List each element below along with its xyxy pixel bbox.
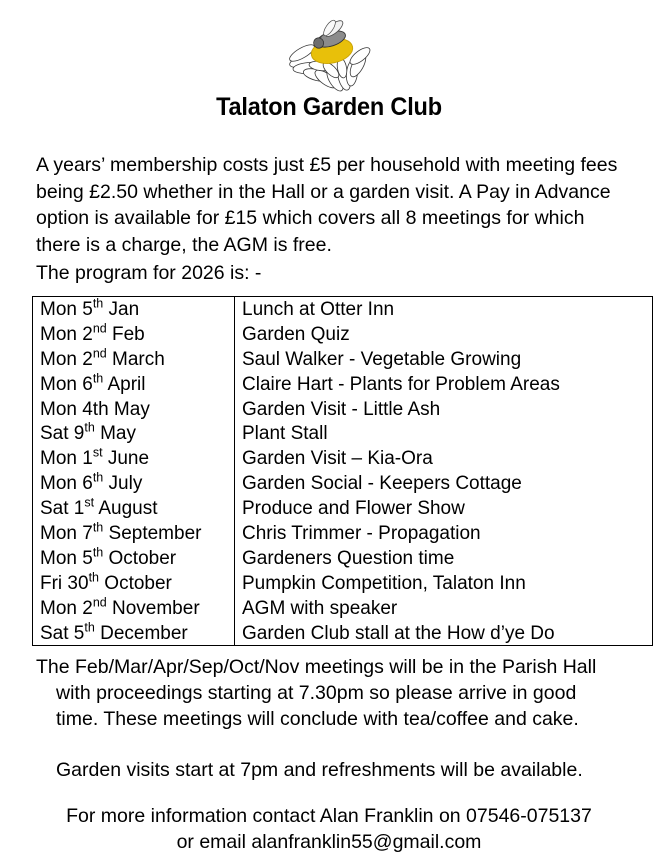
program-event-cell: Garden Quiz — [242, 323, 350, 345]
program-date-cell: Sat 9th May — [33, 421, 235, 446]
parish-hall-note-line-3: time. These meetings will conclude with tea/coffee and cake. — [56, 708, 579, 730]
membership-intro-paragraph: A years’ membership costs just £5 per household with meeting fees being £2.50 whether in the Hall or a garden visit. A Pay in Advance option is available for £15 which covers all 8 meetings for which there is a charge, the AGM is free. — [36, 154, 618, 256]
contact-block — [36, 803, 622, 855]
table-row — [33, 421, 653, 446]
program-event-cell: Lunch at Otter Inn — [242, 298, 395, 320]
date-ordinal-suffix: nd — [92, 321, 107, 336]
date-ordinal-suffix: nd — [92, 346, 107, 361]
program-date-cell: Sat 5th December — [33, 621, 235, 646]
table-row — [33, 596, 653, 621]
table-row — [33, 571, 653, 596]
table-row — [33, 372, 653, 397]
table-row — [33, 446, 653, 471]
date-ordinal-suffix: th — [84, 620, 95, 635]
program-table-body — [33, 297, 653, 646]
program-date-cell: Mon 2nd November — [33, 596, 235, 621]
program-date-cell: Mon 2nd March — [33, 347, 235, 372]
date-ordinal-suffix: st — [84, 495, 95, 510]
program-date-cell: Mon 5th Jan — [33, 297, 235, 322]
club-title: Talaton Garden Club — [216, 93, 442, 121]
table-row — [33, 546, 653, 571]
date-ordinal-suffix: th — [92, 296, 104, 311]
program-event-cell: Garden Social - Keepers Cottage — [242, 473, 522, 495]
parish-hall-note — [36, 654, 628, 732]
table-row — [33, 322, 653, 347]
contact-email-line: or email alanfranklin55@gmail.com — [176, 831, 482, 853]
program-date-cell: Fri 30th October — [33, 571, 235, 596]
program-date-cell: Mon 6th April — [33, 372, 235, 397]
date-ordinal-suffix: st — [92, 445, 103, 460]
program-date-cell: Mon 7th September — [33, 521, 235, 546]
program-event-cell: Claire Hart - Plants for Problem Areas — [242, 373, 560, 395]
program-event-cell: Pumpkin Competition, Talaton Inn — [242, 572, 526, 594]
program-date-cell: Mon 6th July — [33, 471, 235, 496]
date-ordinal-suffix: th — [92, 470, 104, 485]
program-event-cell: Plant Stall — [242, 423, 328, 445]
program-event-cell: Gardeners Question time — [242, 547, 455, 569]
garden-visits-note: Garden visits start at 7pm and refreshments will be available. — [56, 759, 583, 781]
program-event-cell: AGM with speaker — [242, 597, 398, 619]
program-event-cell: Saul Walker - Vegetable Growing — [242, 348, 522, 370]
program-intro-line: The program for 2026 is: - — [36, 262, 262, 284]
program-event-cell: Chris Trimmer - Propagation — [242, 522, 481, 544]
date-ordinal-suffix: th — [92, 545, 104, 560]
program-date-cell: Mon 5th October — [33, 546, 235, 571]
program-table — [32, 296, 653, 646]
parish-hall-note-line-1: The Feb/Mar/Apr/Sep/Oct/Nov meetings will be in the Parish Hall — [36, 656, 597, 678]
program-date-cell: Mon 4th May — [33, 397, 235, 422]
table-row — [33, 347, 653, 372]
program-event-cell: Garden Visit - Little Ash — [242, 398, 441, 420]
program-date-cell: Mon 2nd Feb — [33, 322, 235, 347]
program-event-cell: Produce and Flower Show — [242, 498, 465, 520]
table-row — [33, 471, 653, 496]
date-ordinal-suffix: th — [92, 371, 104, 386]
table-row — [33, 496, 653, 521]
table-row — [33, 297, 653, 322]
contact-phone-line: For more information contact Alan Franklin on 07546-075137 — [66, 805, 592, 827]
daisy-flower-with-bee-icon — [269, 8, 389, 92]
date-ordinal-suffix: th — [84, 421, 95, 436]
poster-header — [0, 0, 658, 120]
date-ordinal-suffix: th — [88, 570, 100, 585]
program-date-cell: Mon 1st June — [33, 446, 235, 471]
program-date-cell: Sat 1st August — [33, 496, 235, 521]
date-ordinal-suffix: th — [92, 520, 104, 535]
table-row — [33, 397, 653, 422]
program-event-cell: Garden Club stall at the How d’ye Do — [242, 622, 555, 644]
date-ordinal-suffix: nd — [92, 595, 107, 610]
program-event-cell: Garden Visit – Kia-Ora — [242, 448, 433, 470]
table-row — [33, 521, 653, 546]
parish-hall-note-line-2: with proceedings starting at 7.30pm so please arrive in good — [56, 682, 577, 704]
table-row — [33, 621, 653, 646]
